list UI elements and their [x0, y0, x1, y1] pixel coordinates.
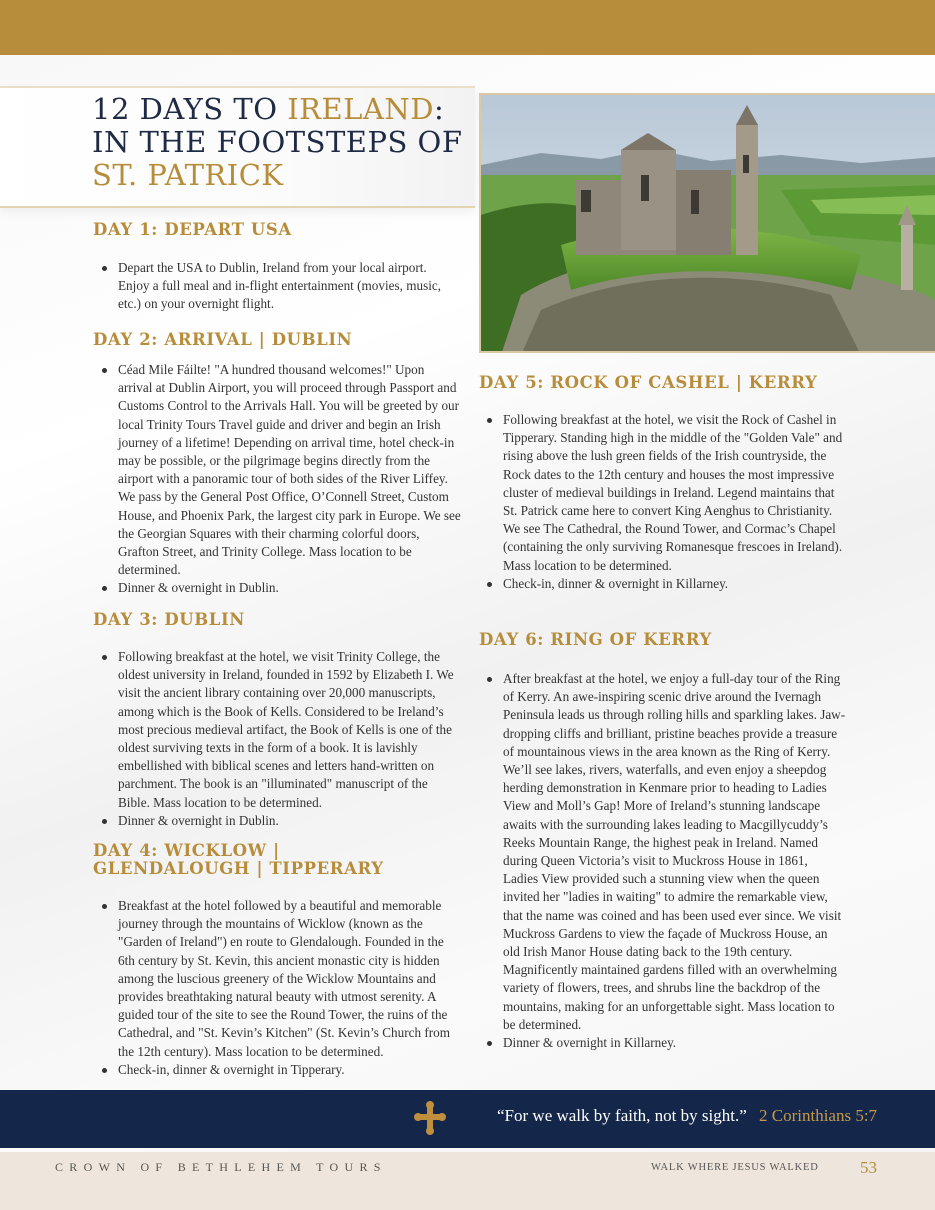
title-text-ireland: IRELAND	[287, 92, 435, 126]
list-item: After breakfast at the hotel, we enjoy a full-day tour of the Ring of Kerry. An awe-inspiring scenic drive around the Ivernagh Peninsula leads us through rolling hills and sparkling lakes. Jaw-dropping cliffs and brilliant, pristine beaches provide a treasure of mountainous views in the area known as the Ring of Kerry. We’ll see lakes, rivers, waterfalls, and even enjoy a sheepdog herding demonstration in Kenmare prior to heading to Ladies View and Moll’s Gap! More of Ireland’s stunning landscape awaits with the surrounding lakes leading to Macgillycuddy’s Reeks Mountain Range, the highest peak in Ireland. Named during Queen Victoria’s visit to Muckross House in 1861, Ladies View provided such a stunning view when the queen invited her "ladies in waiting" to admire the remarkable view, that the name was coined and has been used ever since. We visit Muckross Gardens to view the façade of Muckross House, an old Irish Manor House dating back to the 19th century. Magnificently maintained gardens filled with an overwhelming variety of flowers, trees, and shrubs line the backdrop of the mountains, making for an unforgettable sight. Mass location to be determined.	[481, 670, 846, 1034]
day-1-list	[96, 259, 461, 314]
scripture-quote: “For we walk by faith, not by sight.”	[497, 1106, 747, 1125]
day-1-heading: DAY 1: DEPART USA	[93, 220, 292, 239]
footer-tagline: WALK WHERE JESUS WALKED	[651, 1162, 819, 1173]
day-5-heading: DAY 5: ROCK OF CASHEL | KERRY	[479, 373, 818, 392]
footer-brand: CROWN OF BETHLEHEM TOURS	[55, 1160, 387, 1174]
list-item: Check-in, dinner & overnight in Tipperary.	[96, 1061, 461, 1079]
day-4-heading: DAY 4: WICKLOW | GLENDALOUGH | TIPPERARY	[93, 841, 384, 878]
page-title-line-3: ST. PATRICK	[92, 158, 284, 192]
list-item: Dinner & overnight in Dublin.	[96, 812, 461, 830]
page-number: 53	[860, 1158, 877, 1177]
list-item: Dinner & overnight in Killarney.	[481, 1034, 846, 1052]
rock-of-cashel-photo	[479, 93, 935, 353]
list-item: Following breakfast at the hotel, we visit Trinity College, the oldest university in Ireland, founded in 1592 by Elizabeth I. We visit the ancient library containing over 20,000 manuscripts, among which is the Book of Kells. Considered to be Ireland’s most precious medieval artifact, the Book of Kells is one of the oldest surviving texts in the form of a book. It is lavishly embellished with biblical scenes and letters hand-written on parchment. The book is an "illuminated" manuscript of the Bible. Mass location to be determined.	[96, 648, 461, 812]
top-gold-bar	[0, 0, 935, 55]
list-item: Depart the USA to Dublin, Ireland from your local airport. Enjoy a full meal and in-flight entertainment (movies, music, etc.) on your overnight flight.	[96, 259, 461, 314]
scripture-reference: 2 Corinthians 5:7	[759, 1106, 878, 1125]
list-item: Dinner & overnight in Dublin.	[96, 579, 461, 597]
list-item: Check-in, dinner & overnight in Killarney.	[481, 575, 846, 593]
day-5-list	[481, 411, 846, 593]
page-title-line-2: IN THE FOOTSTEPS OF	[92, 125, 463, 159]
title-text-colon: :	[434, 92, 445, 126]
day-2-list	[96, 361, 461, 598]
celtic-cross-icon	[414, 1101, 446, 1135]
page-title-line-1	[92, 92, 444, 126]
list-item: Céad Mile Fáilte! "A hundred thousand welcomes!" Upon arrival at Dublin Airport, you will proceed through Passport and Customs Control to the Arrivals Hall. You will be greeted by our local Trinity Tours Travel guide and driver and begin an Irish journey of a lifetime! Depending on arrival time, hotel check-in may be possible, or the pilgrimage begins directly from the airport with a panoramic tour of both sides of the River Liffey. We pass by the General Post Office, O’Connell Street, Custom House, and Phoenix Park, the largest city park in Europe. We see the Georgian Squares with their charming colorful doors, Grafton Street, and Trinity College. Mass location to be determined.	[96, 361, 461, 579]
day-6-list	[481, 670, 846, 1052]
title-text-12-days: 12 DAYS TO	[92, 92, 288, 126]
list-item: Breakfast at the hotel followed by a beautiful and memorable journey through the mountains of Wicklow (known as the "Garden of Ireland") en route to Glendalough. Founded in the 6th century by St. Kevin, this ancient monastic city is hidden among the luscious greenery of the Wicklow Mountains and provides breathtaking natural beauty with utmost serenity. A guided tour of the site to see the Round Tower, the ruins of the Cathedral, and "St. Kevin’s Kitchen" (St. Kevin’s Church from the 12th century). Mass location to be determined.	[96, 897, 461, 1061]
day-2-heading: DAY 2: ARRIVAL | DUBLIN	[93, 330, 353, 349]
day-4-list	[96, 897, 461, 1079]
list-item: Following breakfast at the hotel, we visit the Rock of Cashel in Tipperary. Standing high in the middle of the "Golden Vale" and rising above the lush green fields of the Irish countryside, the Rock dates to the 12th century and houses the most impressive cluster of medieval buildings in Ireland. Legend maintains that St. Patrick came here to convert King Aenghus to Christianity. We see The Cathedral, the Round Tower, and Cormac’s Chapel (containing the only surviving Romanesque frescoes in Ireland). Mass location to be determined.	[481, 411, 846, 575]
day-6-heading: DAY 6: RING OF KERRY	[479, 630, 712, 649]
day-3-list	[96, 648, 461, 830]
day-3-heading: DAY 3: DUBLIN	[93, 610, 245, 629]
